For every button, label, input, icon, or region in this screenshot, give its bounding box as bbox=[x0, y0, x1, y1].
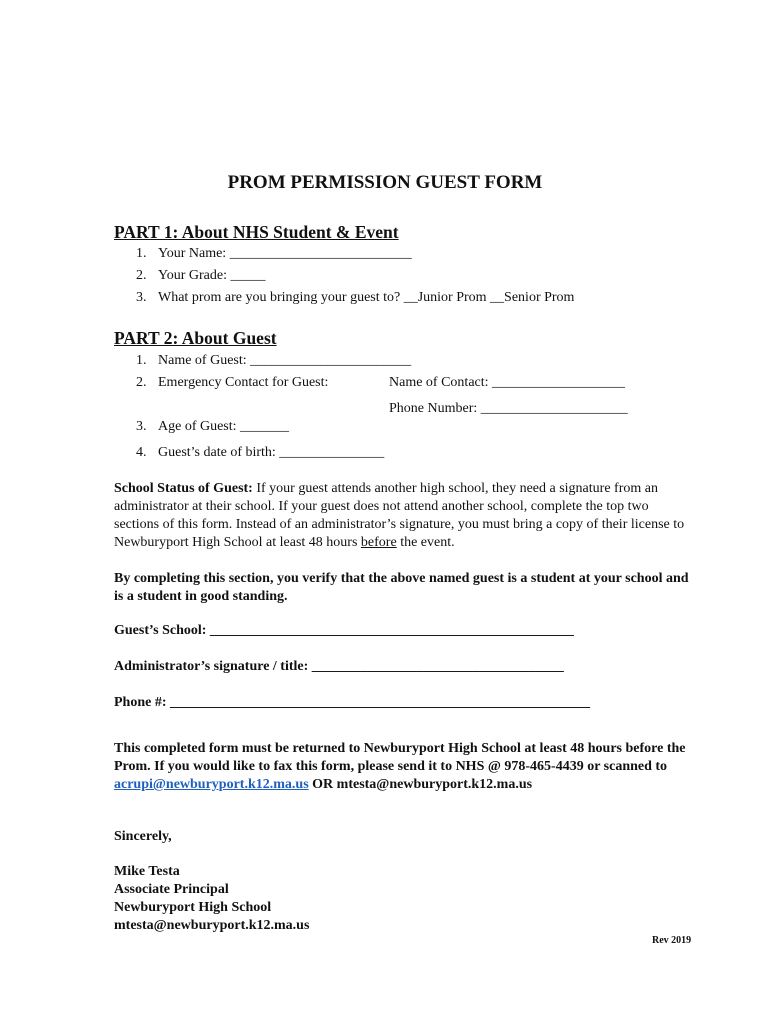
contact-phone-field: Phone Number: _____________________ bbox=[389, 401, 628, 416]
item-number: 3. bbox=[136, 419, 147, 434]
signer-role: Associate Principal bbox=[114, 882, 229, 897]
return-notice-text: This completed form must be returned to Newburyport High School at least 48 hours before the Prom. If you would like to fax this form, please send it to NHS @ 978-465-4439 or scanned to bbox=[114, 741, 686, 774]
guest-age-field: Age of Guest: _______ bbox=[158, 419, 290, 434]
item-number: 1. bbox=[136, 246, 147, 261]
item-number: 4. bbox=[136, 445, 147, 460]
guest-name-field: Name of Guest: _______________________ bbox=[158, 353, 412, 368]
part2-item bbox=[136, 419, 289, 435]
emergency-contact-label: Emergency Contact for Guest: bbox=[158, 375, 329, 390]
item-number: 3. bbox=[136, 290, 147, 305]
your-name-field: Your Name: __________________________ bbox=[158, 246, 412, 261]
signer-name: Mike Testa bbox=[114, 864, 180, 879]
part1-heading: PART 1: About NHS Student & Event bbox=[114, 222, 399, 242]
prom-choice-field: What prom are you bringing your guest to? __Junior Prom __Senior Prom bbox=[158, 290, 575, 305]
contact-name-field: Name of Contact: ___________________ bbox=[389, 375, 626, 390]
phone-field: Phone #: ____________________________________________________________ bbox=[114, 695, 590, 710]
part2-item bbox=[136, 353, 411, 369]
before-emphasis: before bbox=[360, 535, 397, 550]
part1-item bbox=[136, 246, 412, 262]
signer-email: mtesta@newburyport.k12.ma.us bbox=[114, 918, 310, 933]
closing: Sincerely, bbox=[114, 829, 172, 844]
part2-item bbox=[136, 445, 384, 461]
your-grade-field: Your Grade: _____ bbox=[158, 268, 266, 283]
item-number: 1. bbox=[136, 353, 147, 368]
return-notice-text-end: OR mtesta@newburyport.k12.ma.us bbox=[308, 777, 533, 792]
revision-label: Rev 2019 bbox=[652, 935, 692, 946]
return-notice bbox=[114, 740, 694, 794]
school-status-paragraph bbox=[114, 480, 694, 552]
school-status-label: School Status of Guest: bbox=[114, 481, 253, 496]
part2-heading: PART 2: About Guest bbox=[114, 328, 277, 348]
email-link[interactable]: acrupi@newburyport.k12.ma.us bbox=[114, 777, 309, 792]
item-number: 2. bbox=[136, 268, 147, 283]
guest-school-field: Guest’s School: ____________________________________________________ bbox=[114, 623, 574, 638]
school-status-text-end: the event. bbox=[396, 535, 455, 550]
verify-paragraph: By completing this section, you verify that the above named guest is a student at your school and is a student in good standing. bbox=[114, 571, 689, 604]
item-number: 2. bbox=[136, 375, 147, 390]
admin-signature-field: Administrator’s signature / title: ____________________________________ bbox=[114, 659, 564, 674]
school-status-text: If your guest attends another high school, they need a signature from an administrator at their school. If your guest does not attend another school, complete the top two sections of this form. Instead of an administrator’s signature, you must bring a copy of their license to Newburyport High School at least 48 hours bbox=[114, 481, 685, 550]
signer-school: Newburyport High School bbox=[114, 900, 272, 915]
part2-item bbox=[136, 375, 328, 391]
form-title: PROM PERMISSION GUEST FORM bbox=[227, 172, 543, 193]
part1-item bbox=[136, 268, 265, 284]
part1-item bbox=[136, 290, 574, 306]
guest-dob-field: Guest’s date of birth: _______________ bbox=[158, 445, 385, 460]
